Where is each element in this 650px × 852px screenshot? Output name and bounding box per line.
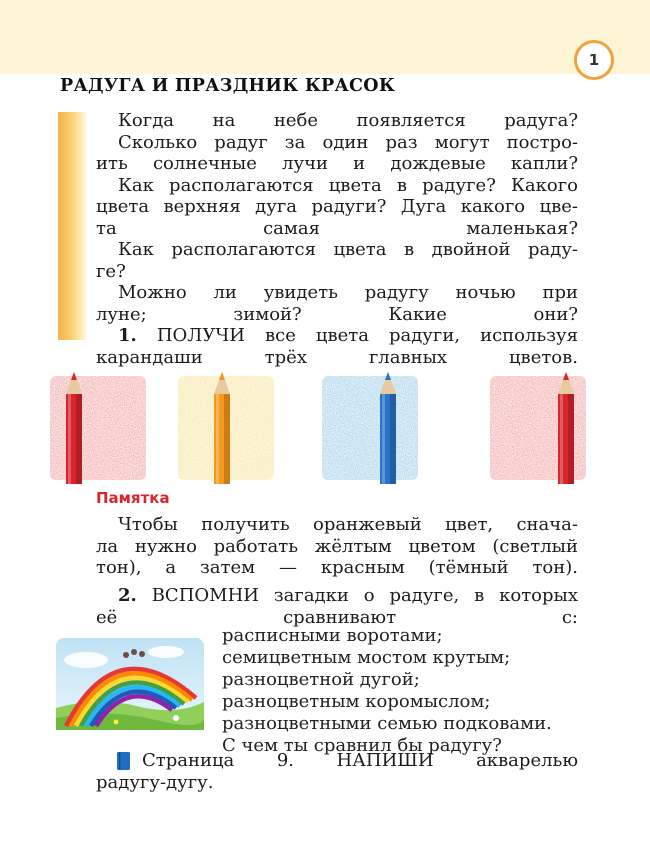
pencil-group-1 [50, 372, 146, 484]
footer-task-block [96, 750, 578, 793]
rainbow-svg [56, 638, 204, 730]
color-swatch-1 [50, 376, 146, 480]
comparison-item-3: разноцветной дугой; [222, 669, 420, 690]
pencil-3 [380, 372, 396, 484]
task-2-number: 2. [118, 585, 137, 606]
footer-task-line-2: радугу-дугу. [96, 771, 214, 793]
task-1-line-1 [96, 325, 578, 347]
question-2-line-1: Сколько радуг за один раз могут постро- [118, 131, 578, 153]
comparison-item-4: разноцветным коромыслом; [222, 691, 491, 712]
pencils-svg [48, 372, 588, 484]
question-4-line-2: ге? [96, 260, 126, 282]
comparison-item-1: расписными воротами; [222, 625, 443, 646]
page-title: РАДУГА И ПРАЗДНИК КРАСОК [60, 76, 396, 96]
comparison-question: С чем ты сравнил бы радугу? [222, 735, 502, 756]
decorative-side-bar [58, 112, 86, 340]
footer-task-line-1: Страница 9. НАПИШИ акварелью [142, 750, 578, 771]
task-2-line-1 [96, 585, 578, 607]
question-4-line-1: Как располагаются цвета в двойной раду- [118, 239, 578, 260]
comparison-item-2: семицветным мостом крутым; [222, 647, 511, 668]
task-2-block [96, 585, 578, 628]
task-1-line-2: карандаши трёх главных цветов. [96, 346, 578, 368]
rainbow-illustration [56, 638, 204, 730]
pencil-group-2 [178, 372, 274, 484]
question-3-line-2: цвета верхняя дуга радуги? Дуга какого цве- [96, 196, 578, 217]
task-1-number: 1. [118, 325, 137, 346]
memo-heading: Памятка [96, 489, 170, 507]
question-3-line-1: Как располагаются цвета в радуге? Какого [118, 174, 578, 196]
question-5-line-2: луне; зимой? Какие они? [96, 303, 578, 325]
memo-line-1: Чтобы получить оранжевый цвет, снача- [118, 514, 578, 535]
memo-block [96, 514, 578, 579]
page-number-badge [574, 40, 614, 80]
color-swatch-3 [322, 376, 418, 480]
memo-line-3: тон), а затем — красным (тёмный тон). [96, 557, 578, 578]
page-number: 1 [588, 51, 600, 69]
pencil-group-4 [490, 372, 586, 484]
header-band [0, 0, 650, 74]
pencil-2 [214, 372, 230, 484]
questions-block [96, 110, 578, 368]
task-1-text: ПОЛУЧИ все цвета радуги, используя [156, 325, 578, 346]
question-3-line-3: та самая маленькая? [96, 217, 578, 239]
comparison-item-5: разноцветными семью подковами. [222, 713, 552, 734]
memo-line-2: ла нужно работать жёлтым цветом (светлый [96, 535, 578, 557]
pencil-group-3 [322, 372, 418, 484]
task-2-line-2: её сравнивают с: [96, 606, 578, 628]
pencil-4 [558, 372, 574, 484]
comparisons-list [222, 625, 582, 757]
question-5-line-1: Можно ли увидеть радугу ночью при [118, 282, 578, 303]
question-1-line-1: Когда на небе появляется радуга? [118, 110, 578, 131]
pencil-1 [66, 372, 82, 484]
pencils-illustration [48, 372, 588, 484]
question-2-line-2: ить солнечные лучи и дождевые капли? [96, 153, 578, 174]
task-2-text: ВСПОМНИ загадки о радуге, в которых [151, 585, 578, 606]
